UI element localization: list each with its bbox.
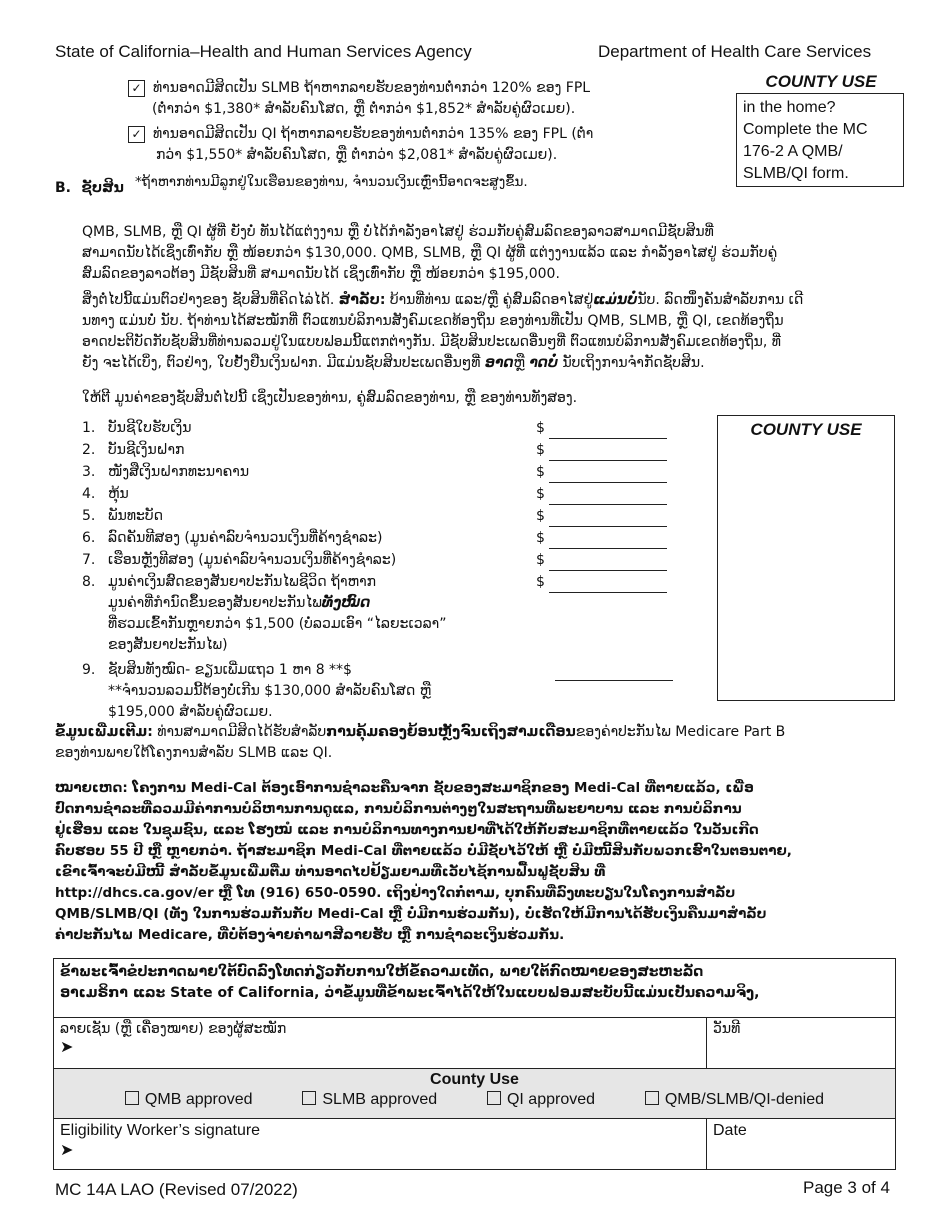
asset-row bbox=[82, 528, 682, 550]
amount-line[interactable] bbox=[549, 534, 667, 549]
option-label: QMB approved bbox=[144, 1091, 253, 1108]
asset9-line1: ຊັບສິນທັງໝົດ- ຂຽນເພີ່ມແຖວ 1 ຫາ 8 **$ bbox=[108, 662, 352, 678]
asset-num: 9. bbox=[82, 662, 96, 678]
amount-line[interactable] bbox=[549, 446, 667, 461]
notice-line: ຢູ່ເຮືອນ ແລະ ໃນຊຸມຊົນ, ແລະ ໂຮງໝໍ ແລະ ການບໍລິການທາງການຢາທີ່ໄດ້ໃຫ້ກັບສະມາຊິກທີ່ຕາຍແລ້ວ ໃນວັນເກີດ bbox=[55, 822, 759, 838]
asset9-line2: **ຈໍານວນລວມນີ້ຕ້ອງບໍ່ເກີນ $130,000 ສໍາລັບຄົນໂສດ ຫຼື bbox=[108, 683, 432, 699]
amount-line[interactable] bbox=[549, 512, 667, 527]
checkbox-icon bbox=[487, 1091, 501, 1105]
asset-amount[interactable] bbox=[536, 572, 667, 593]
asset-amount[interactable] bbox=[555, 660, 673, 681]
asset-row bbox=[82, 440, 682, 462]
amount-line[interactable] bbox=[549, 468, 667, 483]
amount-line[interactable] bbox=[549, 490, 667, 505]
footer-form-id: MC 14A LAO (Revised 07/2022) bbox=[55, 1180, 298, 1199]
check-slmb-line2: (ຕໍ່າກວ່າ $1,380* ສໍາລັບຄົນໂສດ, ຫຼື ຕໍ່າກວ່າ $1,852* ສໍາລັບຄູ່ຜົວເມຍ). bbox=[152, 101, 576, 117]
county-use-mid-box bbox=[717, 415, 895, 701]
asset-amount[interactable] bbox=[536, 550, 667, 571]
asset-label: ບັນຊີໃບຮັບເງິນ bbox=[108, 420, 192, 436]
additional-info-label: ຂໍ້ມູນເພີ່ມເຕີມ: bbox=[55, 724, 153, 740]
declaration-cell bbox=[54, 959, 896, 1018]
dollar-sign: $ bbox=[536, 420, 545, 436]
dollar-sign: $ bbox=[536, 442, 545, 458]
checkbox-checked-icon: ✓ bbox=[128, 126, 145, 143]
notice-line: ປົດການຊໍາລະທີ່ລວມມີຄ່າການບໍລິຫານການດູແລ, ການບໍລິການຕ່າງໆໃນສະຖານທີ່ພະຍາບານ ແລະ ການບໍລິການ bbox=[55, 801, 742, 817]
asset-row bbox=[82, 484, 682, 506]
applicant-date-field[interactable] bbox=[707, 1018, 896, 1069]
check-qi-line1: ທ່ານອາດມີສິດເປັນ QI ຖ້າຫາກລາຍຮັບຂອງທ່ານຕໍ່າກວ່າ 135% ຂອງ FPL (ຕໍ່າ bbox=[153, 126, 594, 142]
additional-info-end: ຂອງຄ່າປະກັນໄພ Medicare Part B bbox=[575, 724, 786, 740]
notice-line: http://dhcs.ca.gov/er ຫຼື ໂທ (916) 650-0590. ເຖິງຢ່າງໃດກໍ່ຕາມ, ບຸກຄົນທີ່ລົງທະບຽນໃນໂຄງການສໍາລັບ bbox=[55, 885, 736, 901]
asset-num: 7. bbox=[82, 552, 96, 568]
para2-last-em1: ອາດ bbox=[484, 355, 514, 371]
additional-info-line2: ຂອງທ່ານພາຍໃຕ້ໂຄງການສໍາລັບ SLMB ແລະ QI. bbox=[55, 745, 333, 761]
para1-line: ສາມາດນັບໄດ້ເຊິ່ງເທົ່າກັບ ຫຼື ໜ້ອຍກວ່າ $130,000. QMB, SLMB, ຫຼື QI ຜູ້ທີ່ ແຕ່ງງານແລ້ວ ແລະ ກໍາລັງອາໄສຢູ່ ຮ່ວມກັບຄູ່ bbox=[82, 245, 778, 261]
estate-recovery-notice bbox=[55, 778, 915, 946]
signature-table bbox=[53, 958, 896, 1170]
qmb-approved-option[interactable] bbox=[125, 1091, 253, 1109]
asset-label: ພັນທະບັດ bbox=[108, 508, 163, 524]
applicant-signature-label: ລາຍເຊັນ (ຫຼື ເຄື່ອງໝາຍ) ຂອງຜູ້ສະໝັກ bbox=[60, 1021, 287, 1037]
qi-approved-option[interactable] bbox=[487, 1091, 595, 1109]
asset-row-total bbox=[82, 660, 682, 726]
check-item-slmb bbox=[128, 78, 718, 120]
asset-amount[interactable] bbox=[536, 418, 667, 439]
dollar-sign: $ bbox=[536, 574, 545, 590]
denied-option[interactable] bbox=[645, 1091, 824, 1109]
asset-list bbox=[82, 418, 682, 726]
asset8-line4: ຂອງສັນຍາປະກັນໄພ) bbox=[108, 637, 228, 653]
asset-label: ບັນຊີເງິນຝາກ bbox=[108, 442, 185, 458]
checkbox-icon bbox=[645, 1091, 659, 1105]
asset9-line3: $195,000 ສໍາລັບຄູ່ຜົວເມຍ. bbox=[108, 704, 273, 720]
county-use-top-text: in the home? Complete the MC 176-2 A QMB/ SLMB/QI form. bbox=[743, 99, 868, 182]
asset-row-insurance bbox=[82, 572, 682, 660]
para2-line: ນທາງ ແມ່ນບໍ່ ນັບ. ຖ້າທ່ານໄດ້ສະໝັກທີ່ ຕົວແທນບໍລິການສັງຄົມເຂດທ້ອງຖິ່ນ ຂອງທ່ານທີ່ເປັນ QMB, SLMB, ຫຼື QI, ເຂດທ້ອງຖິ່ນ bbox=[82, 313, 784, 329]
arrow-icon: ➤ bbox=[60, 1142, 74, 1159]
header-agency: State of California–Health and Human Services Agency bbox=[55, 42, 472, 61]
para2-last-end: ນັບເຖິງການຈໍາກັດຊັບສິນ. bbox=[558, 355, 705, 371]
amount-line[interactable] bbox=[549, 578, 667, 593]
notice-line: ເຂົາເຈົ້າຈະບໍ່ມີໜີ້ ສໍາລັບຂໍ້ມູນເພີ່ມຕື່ມ ທ່ານອາດໄປຢ້ຽມຍາມທີ່ເວັບໄຊ້ການຟື້ນຟູຊັບສິນ ທີ່ bbox=[55, 864, 606, 880]
notice-line: ຄ່າປະກັນໄພ Medicare, ທີ່ບໍ່ຕ້ອງຈ່າຍຄ່າພາສີລາຍຮັບ ຫຼື ການຊໍາລະເງິນຮ່ວມກັນ. bbox=[55, 927, 565, 943]
asset8-line3: ທີ່ຮວມເຂົ້າກັນຫຼາຍກວ່າ $1,500 (ບໍ່ລວມເອົາ “ໄລຍະເວລາ” bbox=[108, 616, 447, 632]
option-label: QMB/SLMB/QI-denied bbox=[664, 1091, 825, 1108]
asset-label: ຫຸ້ນ bbox=[108, 486, 129, 502]
para1-line: QMB, SLMB, ຫຼື QI ຜູ້ທີ່ ຍັງບໍ່ ທັນໄດ້ແຕ່ງງານ ຫຼື ບໍ່ໄດ້ກໍາລັງອາໄສຢູ່ ຮ່ວມກັບຄູ່ສົມລົດຂອງລາວສາມາດມີຊັບສິນທີ່ bbox=[82, 224, 714, 240]
declaration-line: ອາເມຣິກາ ແລະ State of California, ວ່າຂໍ້ມູນທີ່ຂ້າພະເຈົ້າໄດ້ໃຫ້ໃນແບບຟອມສະບັບນີ້ແມ່ນເປັນຄວາມຈິງ, bbox=[60, 985, 760, 1001]
declaration-line: ຂ້າພະເຈົ້າຂໍປະກາດພາຍໃຕ້ບົດລົງໂທດກ່ຽວກັບການໃຫ້ຂໍ້ຄວາມເທັດ, ພາຍໃຕ້ກົດໝາຍຂອງສະຫະລັດ bbox=[60, 964, 704, 980]
asset-row bbox=[82, 550, 682, 572]
county-use-bottom-title: County Use bbox=[430, 1071, 519, 1088]
asset-num: 5. bbox=[82, 508, 96, 524]
para2-line: ອາດປະຕິບັດກັບຊັບສິນທີ່ທ່ານລວມຢູ່ໃນແບບຟອມນີ້ແຕກຕ່າງກັນ. ມີຊັບສິນປະເພດອື່ນໆທີ່ ຕົວແທນບໍລິການສັງຄົມເຂດທ້ອງຖິ່ນ, ທີ່ bbox=[82, 334, 781, 350]
para2-last-start: ຍັງ ຈະໄດ້ເບິ່ງ, ຕົວຢ່າງ, ໃບຢັ້ງຢືນເງິນຝາກ. ມີແມ່ນຊັບສິນປະເພດອື່ນໆທີ່ bbox=[82, 355, 485, 371]
additional-info-bold: ການຄຸ້ມຄອງຍ້ອນຫຼັງຈົນເຖິງສາມເດືອນ bbox=[326, 724, 576, 740]
footer-page-number: Page 3 of 4 bbox=[803, 1178, 890, 1197]
para2-start: ສິ່ງຕໍ່ໄປນີ້ແມ່ນຕົວຢ່າງຂອງ ຊັບສິນທີ່ຄິດໄລ່ໄດ້. bbox=[82, 292, 335, 308]
amount-line[interactable] bbox=[549, 424, 667, 439]
assets-para2 bbox=[82, 290, 912, 374]
worker-signature-label: Eligibility Worker’s signature bbox=[60, 1122, 261, 1139]
asset-num: 3. bbox=[82, 464, 96, 480]
assets-instruction: ໃຫ້ຕີ ມູນຄ່າຂອງຊັບສິນຕໍ່ໄປນີ້ ເຊິ່ງເປັນຂອງທ່ານ, ຄູ່ສົມລົດຂອງທ່ານ, ຫຼື ຂອງທ່ານທັງສອງ. bbox=[82, 390, 578, 406]
checkbox-icon bbox=[125, 1091, 139, 1105]
dollar-sign: $ bbox=[536, 530, 545, 546]
para2-label: ສໍາລັບ: bbox=[338, 292, 386, 308]
asset-label: ເຮືອນຫຼັງທີສອງ (ມູນຄ່າລົບຈໍານວນເງິນທີ່ຄ້າງຊໍາລະ) bbox=[108, 552, 397, 568]
check-qi-line2: ກວ່າ $1,550* ສໍາລັບຄົນໂສດ, ຫຼື ຕໍ່າກວ່າ $2,081* ສໍາລັບຄູ່ຜົວເມຍ). bbox=[156, 147, 558, 163]
worker-date-label: Date bbox=[713, 1122, 747, 1139]
asset-amount[interactable] bbox=[536, 506, 667, 527]
asset-row bbox=[82, 506, 682, 528]
worker-signature-field[interactable] bbox=[54, 1119, 707, 1170]
section-b-footnote: *ຖ້າຫາກທ່ານມີລູກຢູ່ໃນເຮືອນຂອງທ່ານ, ຈໍານວນເງິນເຫຼົ່ານີ້ອາດຈະສູງຂຶ້ນ. bbox=[135, 174, 528, 190]
para2-end: ນັບ. ລົດໜຶ່ງຄັນສໍາລັບການ ເດີ bbox=[637, 292, 804, 308]
asset-num: 4. bbox=[82, 486, 96, 502]
notice-line: ໝາຍເຫດ: ໂຄງການ Medi-Cal ຕ້ອງເອົາການຊໍາລະຄືນຈາກ ຊັບຂອງສະມາຊິກຂອງ Medi-Cal ທີ່ຕາຍແລ້ວ, ເພື່ອ bbox=[55, 780, 754, 796]
county-use-mid-title: COUNTY USE bbox=[750, 420, 862, 439]
dollar-sign: $ bbox=[536, 508, 545, 524]
checkbox-icon bbox=[302, 1091, 316, 1105]
amount-line[interactable] bbox=[549, 556, 667, 571]
asset8-line1: ມູນຄ່າເງິນສົດຂອງສັນຍາປະກັນໄພຊີວິດ ຖ້າຫາກ bbox=[108, 574, 377, 590]
asset-amount[interactable] bbox=[536, 484, 667, 505]
additional-info bbox=[55, 722, 905, 764]
applicant-date-label: ວັນທີ bbox=[713, 1021, 741, 1037]
dollar-sign: $ bbox=[536, 552, 545, 568]
check-slmb-line1: ທ່ານອາດມີສິດເປັນ SLMB ຖ້າຫາກລາຍຮັບຂອງທ່ານຕໍ່າກວ່າ 120% ຂອງ FPL bbox=[153, 80, 591, 96]
arrow-icon: ➤ bbox=[60, 1037, 74, 1056]
option-label: QI approved bbox=[506, 1091, 596, 1108]
dollar-sign: $ bbox=[536, 486, 545, 502]
asset-label: ໜັງສືເງິນຝາກທະນາຄານ bbox=[108, 464, 250, 480]
assets-para1 bbox=[82, 222, 912, 285]
header-department: Department of Health Care Services bbox=[598, 42, 872, 61]
applicant-signature-field[interactable] bbox=[54, 1018, 707, 1069]
asset-amount[interactable] bbox=[536, 462, 667, 483]
section-b-title: ຊັບສິນ bbox=[81, 180, 124, 196]
county-use-bottom bbox=[54, 1069, 896, 1119]
check-item-qi bbox=[128, 124, 718, 166]
para2-last-mid: ຫຼື bbox=[513, 355, 530, 371]
asset-label: ລົດຄັນທີສອງ (ມູນຄ່າລົບຈໍານວນເງິນທີ່ຄ້າງຊໍາລະ) bbox=[108, 530, 383, 546]
para2-last-em2: າດບໍ່ bbox=[529, 355, 558, 371]
option-label: SLMB approved bbox=[322, 1091, 438, 1108]
amount-line[interactable] bbox=[555, 666, 673, 681]
dollar-sign: $ bbox=[536, 464, 545, 480]
asset8-line2a: ມູນຄ່າທີ່ກໍານົດຂຶ້ນຂອງສັນຍາປະກັນໄພ bbox=[108, 595, 322, 611]
asset-amount[interactable] bbox=[536, 440, 667, 461]
asset-num: 6. bbox=[82, 530, 96, 546]
section-b-heading bbox=[55, 178, 124, 199]
para1-line: ສົມລົດຂອງລາວຕ້ອງ ມີຊັບສິນທີ່ ສາມາດນັບໄດ້ ເຊິ່ງເທົ່າກັບ ຫຼື ໜ້ອຍກວ່າ $195,000. bbox=[82, 266, 560, 282]
asset-num: 8. bbox=[82, 574, 96, 590]
para2-em: ແມ່ນບໍ່ bbox=[593, 292, 638, 308]
county-use-top-title: COUNTY USE bbox=[765, 72, 877, 91]
worker-date-field[interactable] bbox=[707, 1119, 896, 1170]
notice-line: QMB/SLMB/QI (ທັງ ໃນການຮ່ວມກັນກັບ Medi-Cal ຫຼື ບໍ່ມີການຮ່ວມກັນ), ບໍ່ເຮັດໃຫ້ມີການໄດ້ຮັບເງິນຄືນມາສໍາລັບ bbox=[55, 906, 767, 922]
checkbox-checked-icon: ✓ bbox=[128, 80, 145, 97]
additional-info-start: ທ່ານສາມາດມີສິດໄດ້ຮັບສໍາລັບ bbox=[152, 724, 327, 740]
section-b-letter: B. bbox=[55, 180, 71, 196]
asset-row bbox=[82, 462, 682, 484]
asset-amount[interactable] bbox=[536, 528, 667, 549]
asset-num: 2. bbox=[82, 442, 96, 458]
para2-mid: ບ້ານທີ່ທ່ານ ແລະ/ຫຼື ຄູ່ສົມລົດອາໄສຢູ່ bbox=[389, 292, 594, 308]
notice-line: ຄົບຮອບ 55 ປີ ຫຼື ຫຼາຍກວ່າ. ຖ້າສະມາຊິກ Medi-Cal ທີ່ຕາຍແລ້ວ ບໍ່ມີຊັບໄວ້ໃຫ້ ຫຼື ບໍ່ມີໜີ້ສິນກັບພວກເຮົາໃນຕອນຕາຍ, bbox=[55, 843, 792, 859]
asset-row bbox=[82, 418, 682, 440]
slmb-approved-option[interactable] bbox=[302, 1091, 437, 1109]
county-use-top-box bbox=[736, 93, 904, 187]
asset-num: 1. bbox=[82, 420, 96, 436]
asset8-line2b: ທັງໝົດ bbox=[321, 595, 371, 611]
